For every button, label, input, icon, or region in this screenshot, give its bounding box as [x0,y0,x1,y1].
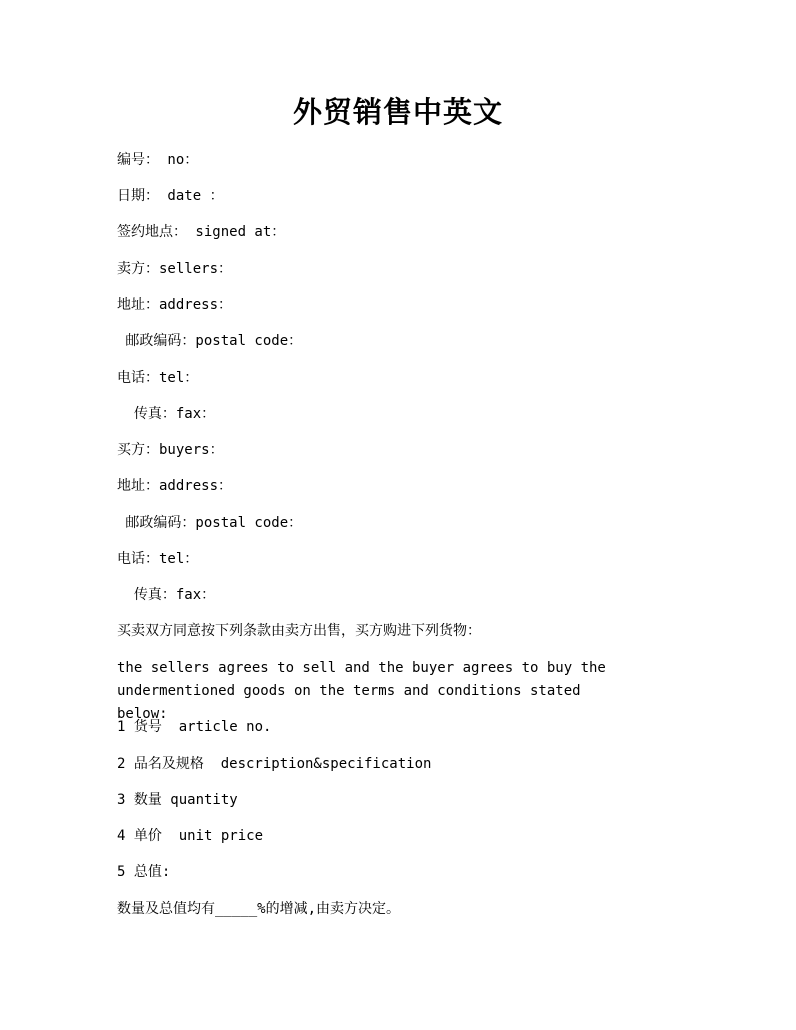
field-number: 编号： no： [117,152,199,168]
quantity-tolerance-clause: 数量及总值均有_____%的增减,由卖方决定。 [117,901,400,917]
field-buyers: 买方：buyers： [117,442,224,458]
field-date: 日期： date ： [117,188,224,204]
agreement-statement-en: the sellers agrees to sell and the buyer agrees to buy the undermentioned goods on the terms and conditions stated below: [117,660,606,722]
field-buyer-fax: 传真：fax： [117,587,216,603]
item-article-no: 1 货号 article no. [117,719,272,735]
field-seller-address: 地址：address： [117,297,233,313]
item-quantity: 3 数量 quantity [117,792,238,808]
field-sellers: 卖方：sellers： [117,261,233,277]
agreement-statement-cn: 买卖双方同意按下列条款由卖方出售，买方购进下列货物： [117,623,481,639]
field-seller-tel: 电话：tel： [117,370,199,386]
field-signed-at: 签约地点： signed at： [117,224,286,240]
field-buyer-tel: 电话：tel： [117,551,199,567]
field-seller-fax: 传真：fax： [117,406,216,422]
item-total-value: 5 总值: [117,864,171,880]
field-buyer-address: 地址：address： [117,478,233,494]
item-unit-price: 4 单价 unit price [117,828,264,844]
field-seller-postal-code: 邮政编码：postal code： [117,333,303,349]
document-title: 外贸销售中英文 [292,95,503,129]
item-description: 2 品名及规格 description&specification [117,756,432,772]
field-buyer-postal-code: 邮政编码：postal code： [117,515,303,531]
